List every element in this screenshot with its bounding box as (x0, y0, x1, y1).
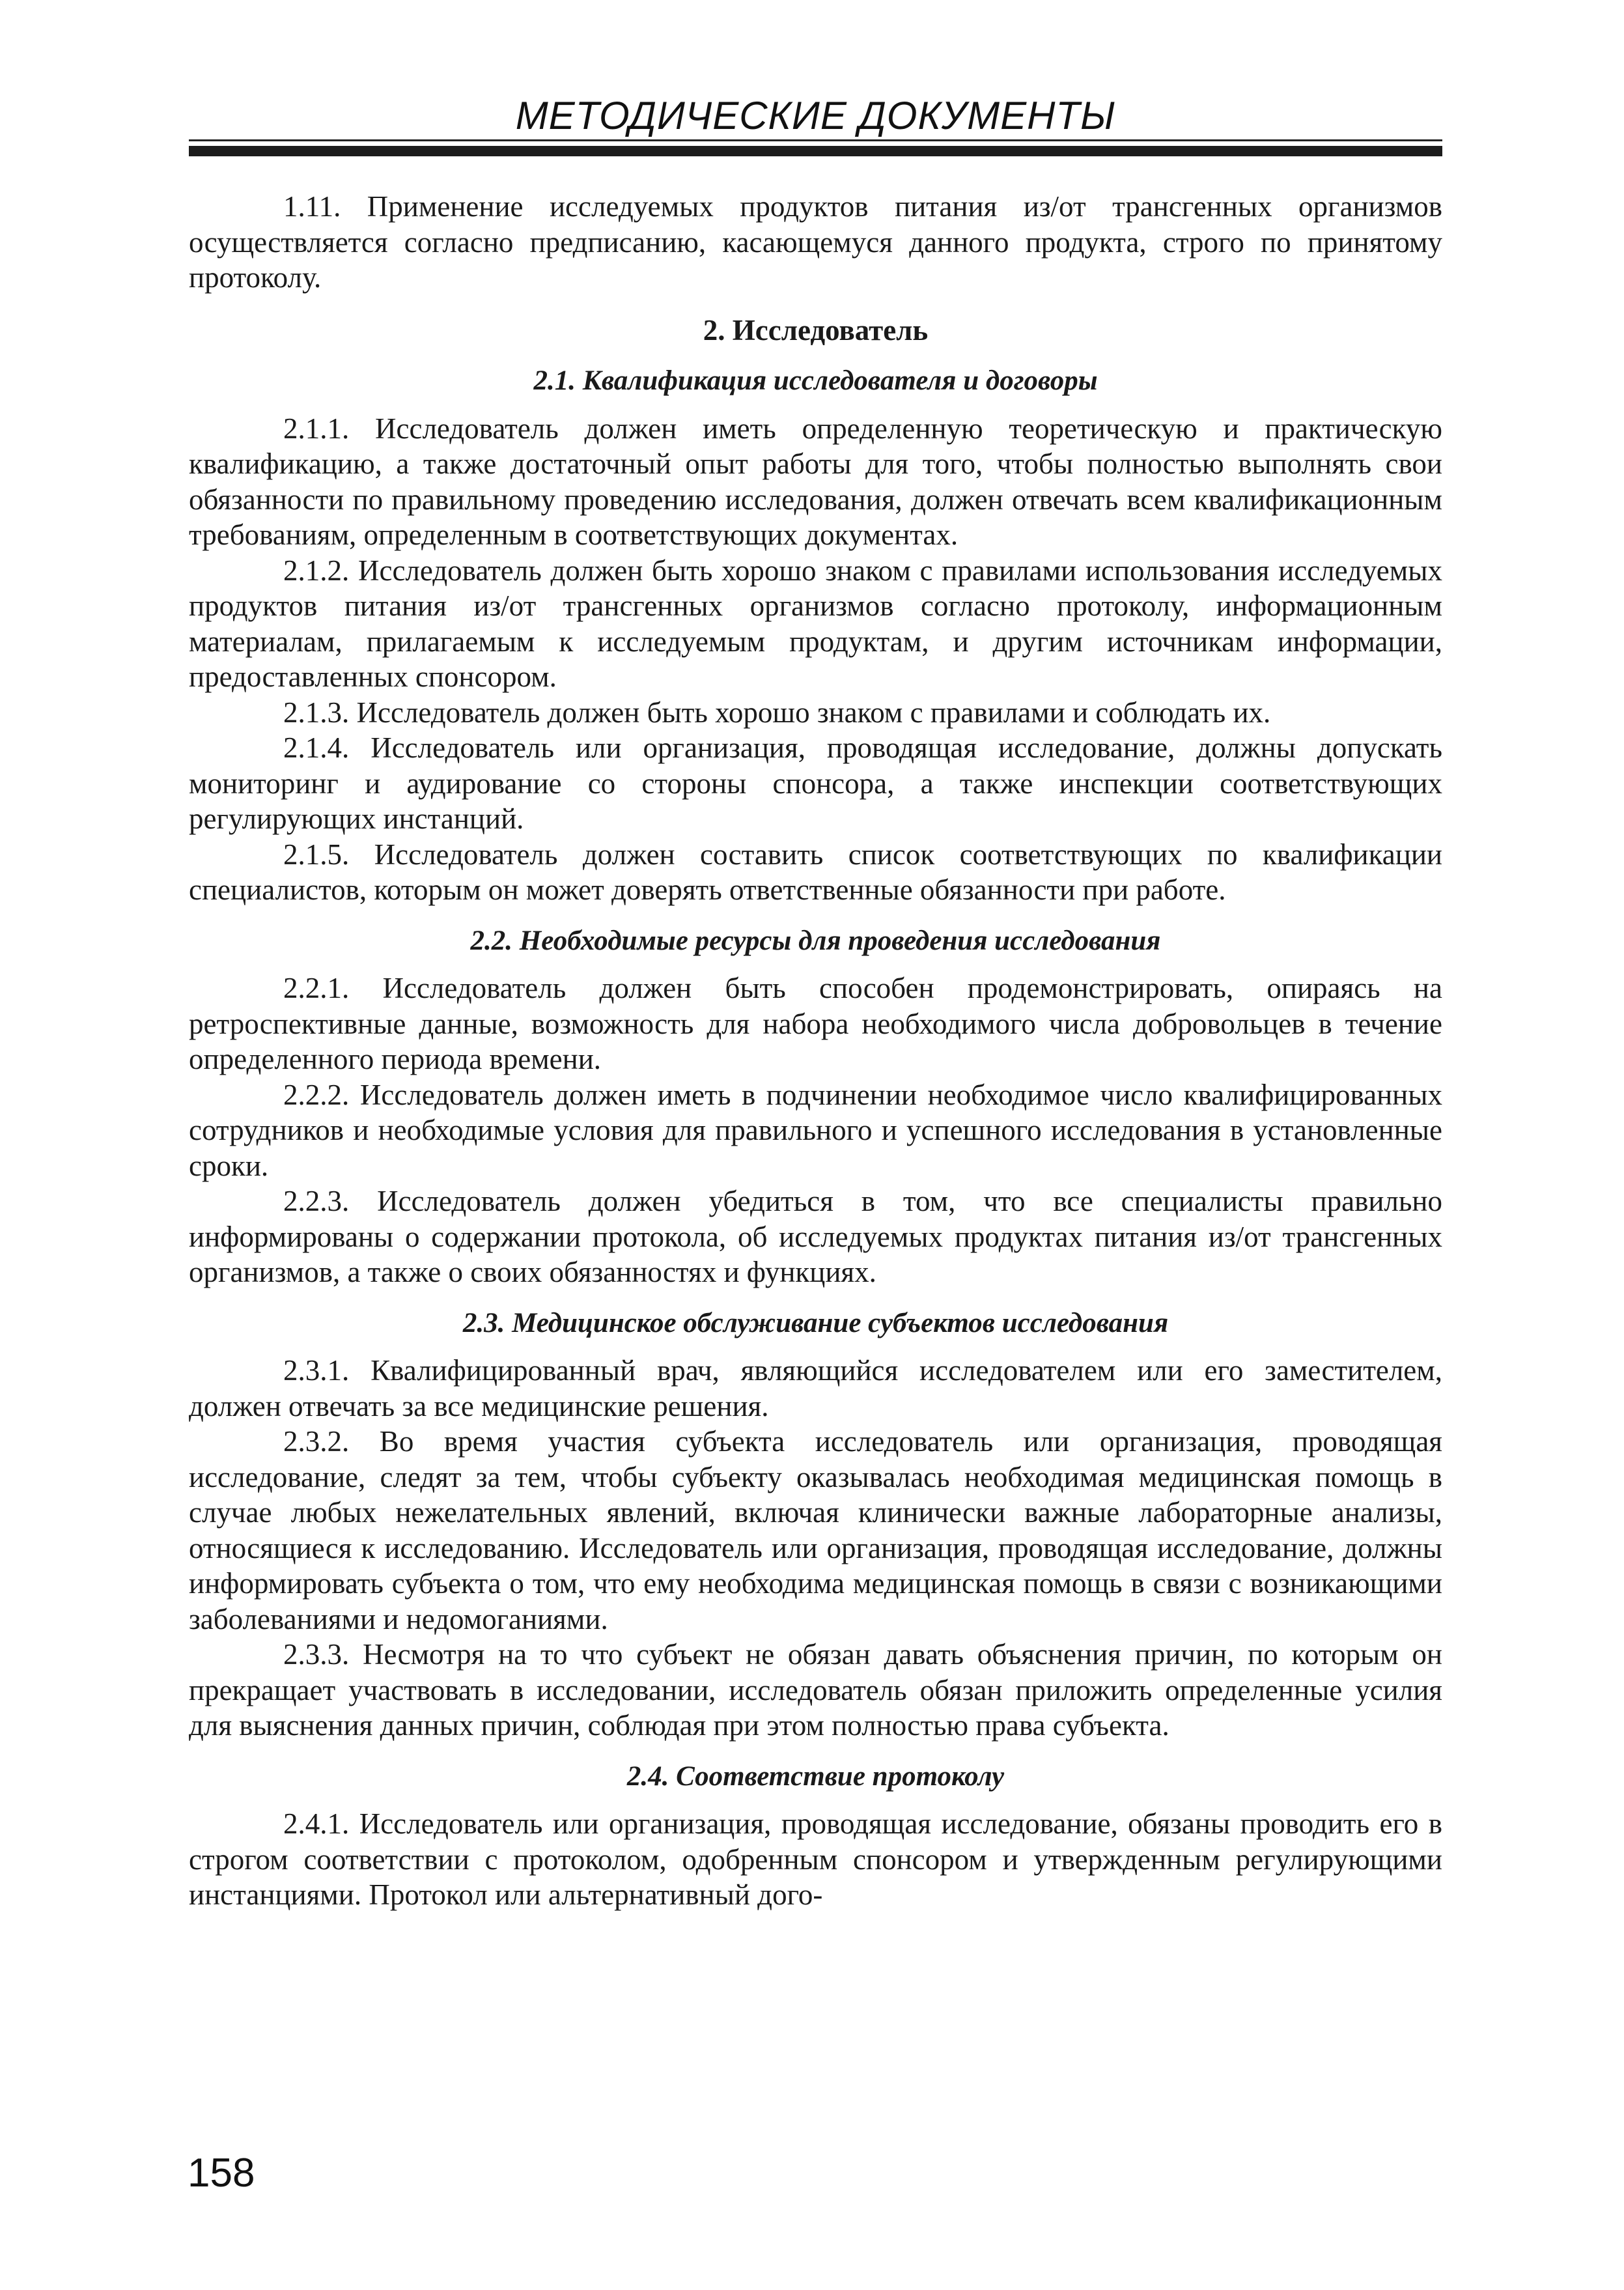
paragraph-2-1-3: 2.1.3. Исследователь должен быть хорошо знаком с правилами и соблюдать их. (283, 696, 1271, 729)
subsection-heading-2-2: 2.2. Необходимые ресурсы для проведения исследования (470, 925, 1161, 956)
paragraph-2-1-4: 2.1.4. Исследователь или организация, проводящая исследование, должны допускать мониторинг и аудирование со стороны спонсора, а также инспекции соответствующих регулирующих инстанций. (189, 731, 1442, 835)
header-rule-thick (189, 146, 1442, 156)
paragraph-2-3-3: 2.3.3. Несмотря на то что субъект не обязан давать объяснения причин, по которым он прекращает участвовать в исследовании, исследователь обязан приложить определенные усилия для выяснения данных причин, соблюдая при этом полностью права субъекта. (189, 1638, 1442, 1742)
paragraph-2-1-1: 2.1.1. Исследователь должен иметь определенную теоретическую и практическую квалификацию, а также достаточный опыт работы для того, чтобы полностью выполнять свои обязанности по правильному проведению исследования, должен отвечать всем квалификационным требованиям, определенным в соответствующих документах. (189, 412, 1442, 551)
paragraph-2-1-2: 2.1.2. Исследователь должен быть хорошо знаком с правилами использования исследуемых продуктов питания из/от трансгенных организмов согласно протоколу, информационным материалам, прилагаемым к исследуемым продуктам, и другим источникам информации, предоставленных спонсором. (189, 554, 1442, 693)
paragraph-2-1-5: 2.1.5. Исследователь должен составить список соответствующих по квалификации специалистов, которым он может доверять ответственные обязанности при работе. (189, 838, 1442, 906)
paragraph-2-2-1: 2.2.1. Исследователь должен быть способен продемонстрировать, опираясь на ретроспективные данные, возможность для набора необходимого числа добровольцев в течение определенного периода времени. (189, 972, 1442, 1075)
section-heading-2: 2. Исследователь (703, 313, 929, 346)
subsection-heading-2-4: 2.4. Соответствие протоколу (626, 1760, 1005, 1792)
header-rule-thin (189, 139, 1442, 141)
running-header-title: МЕТОДИЧЕСКИЕ ДОКУМЕНТЫ (515, 94, 1116, 137)
running-header (189, 91, 1442, 169)
paragraph-2-4-1: 2.4.1. Исследователь или организация, проводящая исследование, обязаны проводить его в строгом соответствии с протоколом, одобренным спонсором и утвержденным регулирующими инстанциями. Протокол или альтернативный дого- (189, 1807, 1442, 1911)
page-number: 158 (188, 2151, 255, 2196)
paragraph-2-2-2: 2.2.2. Исследователь должен иметь в подчинении необходимое число квалифицированных сотрудников и необходимые условия для правильного и успешного исследования в установленные сроки. (189, 1078, 1442, 1182)
page-body (189, 189, 1442, 1913)
subsection-heading-2-1: 2.1. Квалификация исследователя и договоры (533, 365, 1098, 396)
paragraph-2-3-2: 2.3.2. Во время участия субъекта исследователь или организация, проводящая исследование, следят за тем, чтобы субъекту оказывалась необходимая медицинская помощь в случае любых нежелательных явлений, включая клинически важные лабораторные анализы, относящиеся к исследованию. Исследователь или организация, проводящая исследование, должны информировать субъекта о том, что ему необходима медицинская помощь в связи с возникающими заболеваниями и недомоганиями. (189, 1425, 1442, 1635)
paragraph-1-11: 1.11. Применение исследуемых продуктов питания из/от трансгенных организмов осуществляется согласно предписанию, касающемуся данного продукта, строго по принятому протоколу. (189, 190, 1442, 294)
paragraph-2-3-1: 2.3.1. Квалифицированный врач, являющийся исследователем или его заместителем, должен отвечать за все медицинские решения. (189, 1354, 1442, 1422)
subsection-heading-2-3: 2.3. Медицинское обслуживание субъектов исследования (462, 1307, 1169, 1338)
paragraph-2-2-3: 2.2.3. Исследователь должен убедиться в том, что все специалисты правильно информированы о содержании протокола, об исследуемых продуктах питания из/от трансгенных организмов, а также о своих обязанностях и функциях. (189, 1185, 1442, 1288)
